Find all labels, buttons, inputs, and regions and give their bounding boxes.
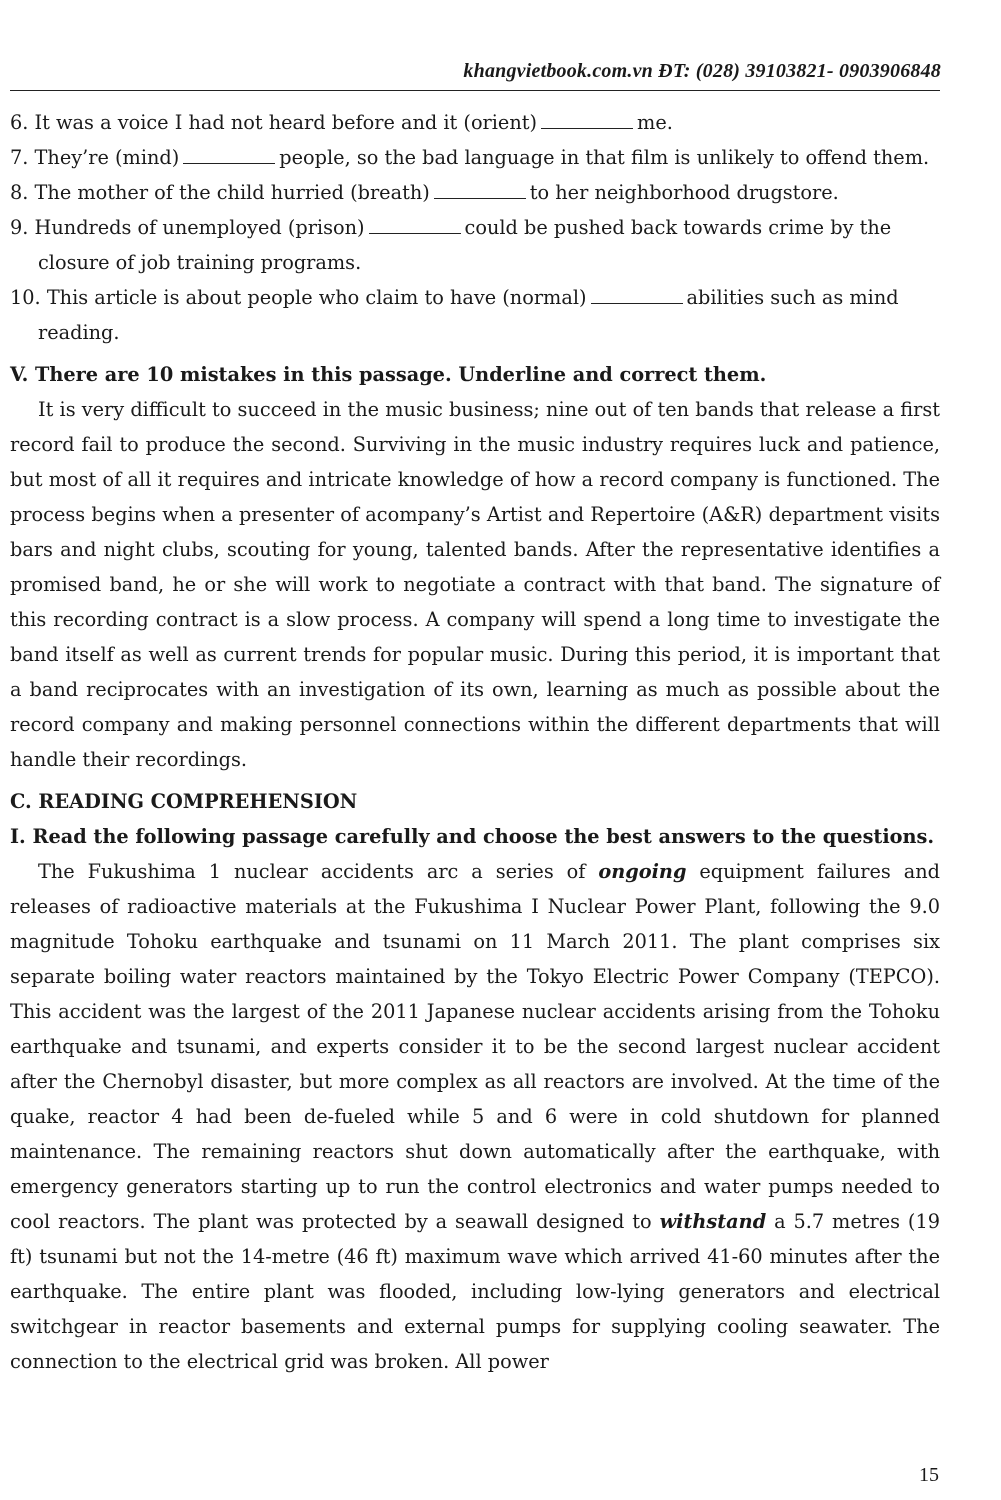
header-phone: ĐT: (028) 39103821- 0903906848 xyxy=(658,60,941,82)
section-v-passage: It is very difficult to succeed in the music business; nine out of ten bands that release a first record fail to produce the second. Surviving in the music industry requires luck and patience, but most of all it requires and intricate knowledge of how a record company is functioned. The process begins when a presenter of acompany’s Artist and Repertoire (A&R) department visits bars and night clubs, scouting for young, talented bands. After the representative identifies a promised band, he or she will work to negotiate a contract with that band. The signature of this recording contract is a slow process. A company will spend a long time to investigate the band itself as well as current trends for popular music. During this period, it is important that a band reciprocates with an investigation of its own, learning as much as possible about the record company and making personnel connections within the different departments that will handle their recordings. xyxy=(10,398,940,771)
answer-blank xyxy=(369,214,461,234)
answer-blank xyxy=(591,284,683,304)
answer-blank xyxy=(434,179,526,199)
section-c-subheading: I. Read the following passage carefully and choose the best answers to the questions. xyxy=(10,825,935,848)
question-7: 7. They’re (mind) people, so the bad language in that film is unlikely to offend them. xyxy=(10,146,930,169)
page-header xyxy=(463,60,941,83)
section-v-heading: V. There are 10 mistakes in this passage. Underline and correct them. xyxy=(10,363,767,386)
page-content xyxy=(10,105,940,1379)
section-c-heading: C. READING COMPREHENSION xyxy=(10,790,358,813)
question-8: 8. The mother of the child hurried (breath) to her neighborhood drugstore. xyxy=(10,181,839,204)
answer-blank xyxy=(541,109,633,129)
emphasized-word-ongoing: ongoing xyxy=(598,860,687,883)
answer-blank xyxy=(183,144,275,164)
header-site: khangvietbook.com.vn xyxy=(463,60,653,82)
question-10: 10. This article is about people who claim to have (normal) abilities such as mind reading. xyxy=(10,286,899,344)
emphasized-word-withstand: withstand xyxy=(659,1210,767,1233)
header-divider xyxy=(10,90,940,91)
question-6: 6. It was a voice I had not heard before and it (orient) me. xyxy=(10,111,673,134)
reading-passage: The Fukushima 1 nuclear accidents arc a series of ongoing equipment failures and releases of radioactive materials at the Fukushima I Nuclear Power Plant, following the 9.0 magnitude Tohoku earthquake and tsunami on 11 March 2011. The plant comprises six separate boiling water reactors maintained by the Tokyo Electric Power Company (TEPCO). This accident was the largest of the 2011 Japanese nuclear accidents arising from the Tohoku earthquake and tsunami, and experts consider it to be the second largest nuclear accident after the Chernobyl disaster, but more complex as all reactors are involved. At the time of the quake, reactor 4 had been de-fueled while 5 and 6 were in cold shutdown for planned maintenance. The remaining reactors shut down automatically after the earthquake, with emergency generators starting up to run the control electronics and water pumps needed to cool reactors. The plant was protected by a seawall designed to withstand a 5.7 metres (19 ft) tsunami but not the 14-metre (46 ft) maximum wave which arrived 41-60 minutes after the earthquake. The entire plant was flooded, including low-lying generators and electrical switchgear in reactor basements and external pumps for supplying cooling seawater. The connection to the electrical grid was broken. All power xyxy=(10,860,940,1373)
question-9: 9. Hundreds of unemployed (prison) could be pushed back towards crime by the closure of job training programs. xyxy=(10,216,892,274)
page-number: 15 xyxy=(919,1464,939,1486)
